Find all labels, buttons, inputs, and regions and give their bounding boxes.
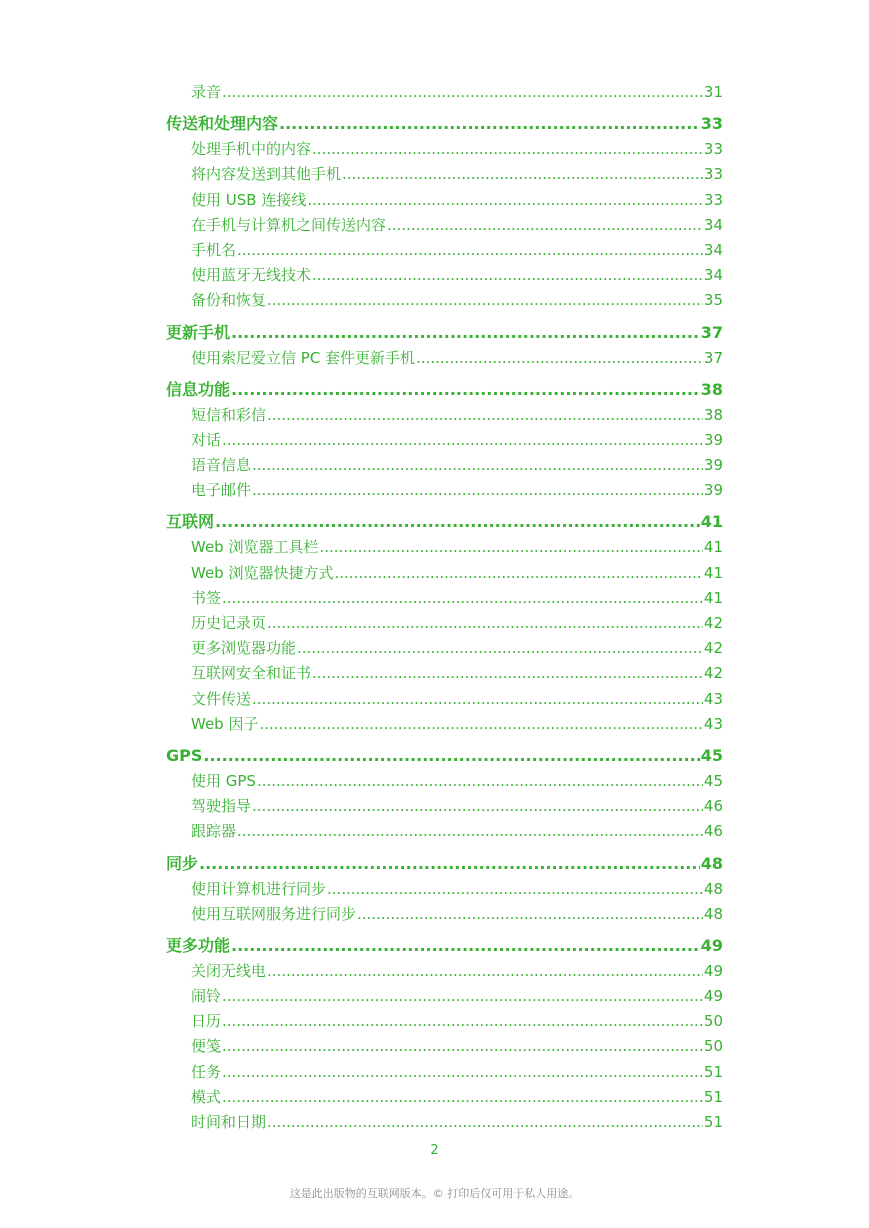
dot-leader [416,346,703,371]
toc-entry-page-number: 37 [700,322,723,342]
toc-entry-page-number: 34 [703,240,723,259]
toc-entry-page-number: 37 [703,348,723,367]
toc-section-entry[interactable] [166,319,723,346]
dot-leader [312,137,703,162]
toc-entry-page-number: 38 [703,405,723,424]
toc-entry-page-number: 46 [703,822,723,841]
toc-entry-page-number: 39 [703,430,723,449]
toc-entry-title: 互联网安全和证书 [191,664,312,683]
toc-subsection-entry[interactable] [166,661,723,686]
toc-entry-title: 历史记录页 [191,614,267,632]
footer-note: 这是此出版物的互联网版本。© 打印后仅可用于私人用途。 [289,1187,580,1200]
toc-entry-title: 处理手机中的内容 [191,140,312,159]
dot-leader [267,288,703,313]
toc-entry-title: 模式 [191,1087,222,1106]
toc-entry-title: 更多功能 [166,935,231,955]
toc-subsection-entry[interactable] [166,959,723,984]
toc-entry-page-number: 39 [703,456,723,475]
toc-subsection-entry[interactable] [166,1009,723,1034]
dot-leader [267,403,703,428]
toc-entry-title: 文件传送 [191,689,252,708]
toc-subsection-entry[interactable] [166,263,723,288]
dot-leader [267,1110,703,1135]
dot-leader [222,1034,703,1059]
toc-entry-page-number: 33 [703,140,723,159]
page-number: 2 [430,1143,439,1158]
dot-leader [357,902,703,927]
toc-entry-page-number: 48 [703,904,723,923]
dot-leader [231,319,700,346]
toc-entry-page-number: 38 [700,379,723,399]
toc-entry-page-number: 33 [700,114,723,134]
toc-subsection-entry[interactable] [166,877,723,902]
toc-entry-page-number: 33 [703,190,723,209]
toc-entry-title: 备份和恢复 [191,291,267,310]
toc-entry-title: 使用 GPS [191,771,256,790]
dot-leader [203,742,699,769]
dot-leader [222,1060,703,1085]
toc-entry-page-number: 43 [703,714,723,733]
toc-entry-title: 录音 [191,83,222,101]
toc-section-entry[interactable] [166,110,723,137]
toc-subsection-entry[interactable] [166,611,723,636]
toc-subsection-entry[interactable] [166,794,723,819]
toc-section-entry[interactable] [166,850,723,877]
toc-entry-page-number: 46 [703,797,723,816]
dot-leader [307,188,703,213]
toc-subsection-entry[interactable] [166,346,723,371]
dot-leader [231,376,700,403]
toc-subsection-entry[interactable] [166,769,723,794]
dot-leader [342,162,703,187]
toc-entry-page-number: 41 [703,563,723,582]
toc-entry-title: Web 浏览器工具栏 [191,538,319,557]
dot-leader [387,213,703,238]
dot-leader [252,687,703,712]
toc-entry-page-number: 48 [703,879,723,898]
toc-entry-title: 跟踪器 [191,822,237,841]
toc-entry-page-number: 34 [703,215,723,234]
toc-subsection-entry[interactable] [166,712,723,737]
dot-leader [231,932,700,959]
dot-leader [319,535,702,560]
toc-entry-title: 短信和彩信 [191,405,267,424]
toc-subsection-entry[interactable] [166,535,723,560]
toc-entry-page-number: 42 [703,664,723,683]
toc-entry-title: 在手机与计算机之间传送内容 [191,215,387,234]
toc-entry-page-number: 41 [703,588,723,607]
toc-subsection-entry[interactable] [166,1110,723,1135]
toc-entry-title: Web 因子 [191,714,259,733]
toc-entry-title: 信息功能 [166,379,231,399]
toc-subsection-entry[interactable] [166,1034,723,1059]
toc-entry-page-number: 49 [703,961,723,980]
toc-subsection-entry[interactable] [166,819,723,844]
toc-entry-page-number: 41 [700,512,723,532]
toc-entry-title: 使用互联网服务进行同步 [191,904,357,923]
dot-leader [222,984,703,1009]
toc-entry-title: 使用蓝牙无线技术 [191,266,312,285]
dot-leader [237,819,703,844]
toc-entry-title: 日历 [191,1012,222,1031]
dot-leader [222,1085,703,1110]
dot-leader [259,712,702,737]
toc-entry-page-number: 50 [703,1037,723,1056]
dot-leader [215,508,700,535]
dot-leader [297,636,703,661]
dot-leader [237,238,703,263]
toc-entry-page-number: 51 [703,1113,723,1131]
toc-entry-title: 对话 [191,430,222,449]
toc-entry-page-number: 31 [703,83,723,101]
toc-entry-page-number: 49 [703,987,723,1006]
toc-section-entry[interactable] [166,742,723,769]
toc-section-entry[interactable] [166,376,723,403]
toc-entry-page-number: 45 [700,745,723,765]
toc-subsection-entry[interactable] [166,403,723,428]
toc-subsection-entry[interactable] [166,428,723,453]
dot-leader [252,453,703,478]
toc-subsection-entry[interactable] [166,1085,723,1110]
dot-leader [222,1009,703,1034]
toc-subsection-entry[interactable] [166,213,723,238]
dot-leader [334,561,702,586]
dot-leader [327,877,703,902]
toc-entry-page-number: 43 [703,689,723,708]
toc-entry-title: 语音信息 [191,456,252,475]
dot-leader [312,263,703,288]
toc-subsection-entry[interactable] [166,162,723,187]
toc-entry-page-number: 42 [703,614,723,632]
toc-entry-page-number: 51 [703,1087,723,1106]
toc-entry-title: 驾驶指导 [191,797,252,816]
toc-entry-page-number: 50 [703,1012,723,1031]
toc-entry-title: 书签 [191,588,222,607]
dot-leader [279,110,700,137]
toc-entry-title: 互联网 [166,512,215,532]
toc-entry-title: Web 浏览器快捷方式 [191,563,334,582]
toc-subsection-entry[interactable] [166,288,723,313]
toc-subsection-entry[interactable] [166,80,723,105]
toc-entry-title: 传送和处理内容 [166,114,279,134]
dot-leader [222,586,703,611]
toc-entry-title: 使用 USB 连接线 [191,190,307,209]
toc-subsection-entry[interactable] [166,586,723,611]
toc-subsection-entry[interactable] [166,687,723,712]
toc-entry-page-number: 45 [703,771,723,790]
toc-section-entry[interactable] [166,508,723,535]
toc-entry-title: 电子邮件 [191,481,252,500]
toc-entry-page-number: 48 [700,853,723,873]
toc-entry-title: 任务 [191,1062,222,1081]
toc-entry-title: 闹铃 [191,987,222,1006]
toc-section-entry[interactable] [166,932,723,959]
toc-entry-title: 将内容发送到其他手机 [191,165,342,184]
toc-entry-title: 使用索尼爱立信 PC 套件更新手机 [191,348,416,367]
toc-entry-page-number: 33 [703,165,723,184]
toc-entry-title: 便笺 [191,1037,222,1056]
dot-leader [252,478,703,503]
toc-entry-page-number: 35 [703,291,723,310]
toc-subsection-entry[interactable] [166,453,723,478]
toc-subsection-entry[interactable] [166,188,723,213]
toc-entry-page-number: 42 [703,639,723,658]
dot-leader [267,959,703,984]
toc-subsection-entry[interactable] [166,902,723,927]
toc-subsection-entry[interactable] [166,478,723,503]
toc-subsection-entry[interactable] [166,238,723,263]
toc-entry-page-number: 49 [700,935,723,955]
toc-entry-title: GPS [166,745,203,765]
dot-leader [257,769,703,794]
table-of-contents [166,80,723,1135]
dot-leader [199,850,700,877]
dot-leader [252,794,703,819]
toc-entry-title: 更多浏览器功能 [191,639,297,658]
toc-entry-page-number: 51 [703,1062,723,1081]
dot-leader [312,661,703,686]
toc-entry-page-number: 34 [703,266,723,285]
dot-leader [222,80,703,105]
toc-entry-title: 时间和日期 [191,1113,267,1131]
toc-subsection-entry[interactable] [166,561,723,586]
toc-subsection-entry[interactable] [166,984,723,1009]
dot-leader [222,428,703,453]
toc-subsection-entry[interactable] [166,636,723,661]
toc-subsection-entry[interactable] [166,1060,723,1085]
toc-entry-page-number: 39 [703,481,723,500]
toc-entry-title: 同步 [166,853,199,873]
toc-entry-page-number: 41 [703,538,723,557]
toc-entry-title: 手机名 [191,240,237,259]
toc-entry-title: 使用计算机进行同步 [191,879,327,898]
dot-leader [267,611,703,636]
toc-entry-title: 关闭无线电 [191,961,267,980]
toc-entry-title: 更新手机 [166,322,231,342]
toc-subsection-entry[interactable] [166,137,723,162]
